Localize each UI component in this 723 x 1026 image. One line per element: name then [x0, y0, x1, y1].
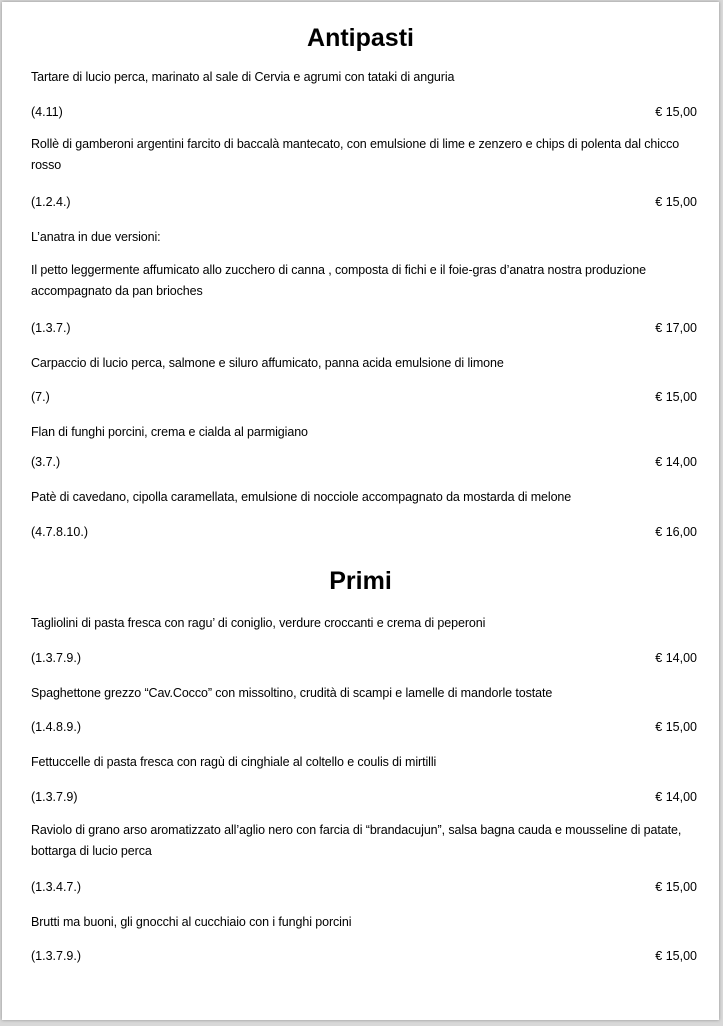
dish-description: Flan di funghi porcini, crema e cialda al parmigiano	[31, 425, 308, 439]
dish-allergens: (3.7.)	[31, 455, 61, 469]
dish-allergens: (4.11)	[31, 105, 63, 119]
dish-allergens: (1.3.7.9.)	[31, 651, 82, 665]
dish-subdescription: Il petto leggermente affumicato allo zucchero di canna , composta di fichi e il foie-gras d’anatra nostra produzione accompagnato da pan brioches	[31, 263, 646, 298]
dish-price: € 15,00	[655, 720, 697, 734]
dish-description: Patè di cavedano, cipolla caramellata, emulsione di nocciole accompagnato da mostarda di melone	[31, 490, 572, 504]
menu-page	[2, 2, 719, 1020]
dish-allergens: (1.4.8.9.)	[31, 720, 82, 734]
dish-allergens: (1.2.4.)	[31, 195, 71, 209]
dish-description: Tagliolini di pasta fresca con ragu’ di coniglio, verdure croccanti e crema di peperoni	[31, 616, 486, 630]
dish-description: Carpaccio di lucio perca, salmone e siluro affumicato, panna acida emulsione di limone	[31, 356, 504, 370]
section-title-primi: Primi	[329, 567, 392, 595]
dish-allergens: (1.3.7.9.)	[31, 949, 82, 963]
dish-price: € 15,00	[655, 390, 697, 404]
dish-allergens: (1.3.4.7.)	[31, 880, 82, 894]
dish-description: Spaghettone grezzo “Cav.Cocco” con missoltino, crudità di scampi e lamelle di mandorle tostate	[31, 686, 553, 700]
dish-description: Fettuccelle di pasta fresca con ragù di cinghiale al coltello e coulis di mirtilli	[31, 755, 437, 769]
dish-price: € 15,00	[655, 105, 697, 119]
dish-price: € 15,00	[655, 949, 697, 963]
dish-allergens: (7.)	[31, 390, 50, 404]
dish-price: € 17,00	[655, 321, 697, 335]
dish-price: € 14,00	[655, 455, 697, 469]
dish-description: L’anatra in due versioni:	[31, 230, 161, 244]
dish-allergens: (1.3.7.9)	[31, 790, 78, 804]
dish-price: € 15,00	[655, 195, 697, 209]
section-title-antipasti: Antipasti	[307, 24, 414, 52]
dish-description: Raviolo di grano arso aromatizzato all’aglio nero con farcia di “brandacujun”, salsa bagna cauda e mousseline di patate, bottarga di lucio perca	[31, 823, 682, 858]
dish-price: € 16,00	[655, 525, 697, 539]
dish-allergens: (1.3.7.)	[31, 321, 71, 335]
dish-price: € 15,00	[655, 880, 697, 894]
dish-description: Brutti ma buoni, gli gnocchi al cucchiaio con i funghi porcini	[31, 915, 352, 929]
dish-description: Rollè di gamberoni argentini farcito di baccalà mantecato, con emulsione di lime e zenzero e chips di polenta dal chicco rosso	[31, 137, 680, 172]
dish-description: Tartare di lucio perca, marinato al sale di Cervia e agrumi con tataki di anguria	[31, 70, 455, 84]
dish-allergens: (4.7.8.10.)	[31, 525, 88, 539]
dish-price: € 14,00	[655, 790, 697, 804]
dish-price: € 14,00	[655, 651, 697, 665]
